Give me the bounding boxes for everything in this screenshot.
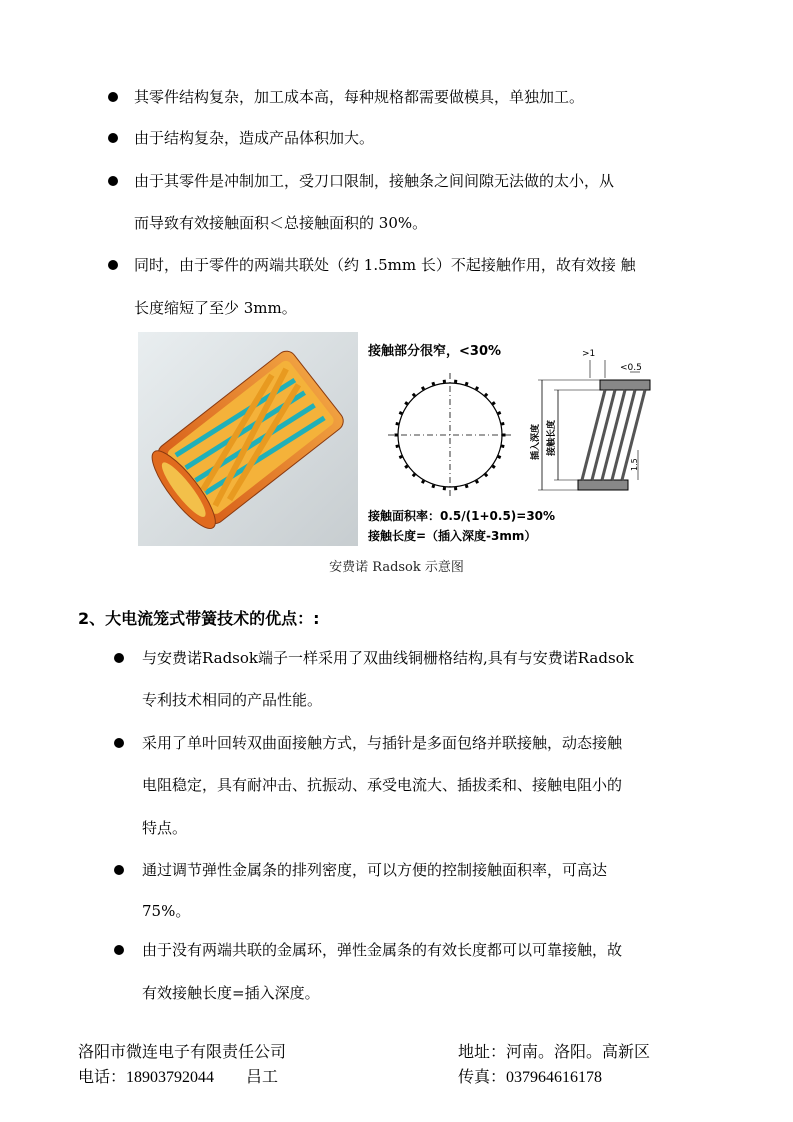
contact-tick-mark [454,380,457,383]
section2-heading: 2、大电流笼式带簧技术的优点：: [78,609,320,628]
contact-tick-mark [503,434,506,437]
bullet-text: 由于其零件是冲制加工，受刀口限制，接触条之间间隙无法做的太小，从 [134,172,615,190]
bullet-text: 由于结构复杂，造成产品体积加大。 [134,129,375,147]
bullet-text-continued: 特点。 [142,819,188,837]
dim-gt1-label: >1 [582,349,596,359]
bullet-text-continued: 电阻稳定，具有耐冲击、抗振动、承受电流大、插拔柔和、接触电阻小的 [142,776,623,794]
bullet-text: 同时，由于零件的两端共联处（约 1.5mm 长）不起接触作用，故有效接 触 [134,256,636,274]
bullet-text-continued: 专利技术相同的产品性能。 [142,691,323,709]
bullet-text: 与安费诺Radsok端子一样采用了双曲线铜栅格结构,具有与安费诺Radsok [142,649,634,667]
dim-lt05-label: <0.5 [620,363,642,373]
figure-circle-title: 接触部分很窄，<30% [368,344,502,359]
contact-tick-mark [395,422,399,426]
figure-length-formula: 接触长度=（插入深度-3mm） [368,529,537,543]
bullet-text-continued: 而导致有效接触面积＜总接触面积的 30%。 [134,214,428,232]
bullet-dot [114,865,124,875]
contact-tick-mark [395,434,398,437]
figure-area-formula: 接触面积率：0.5/(1+0.5)=30% [368,509,556,523]
contact-tick-mark [395,444,399,448]
figure-caption: 安费诺 Radsok 示意图 [329,560,464,575]
bullet-dot [108,260,118,270]
contact-circle-diagram [380,365,520,505]
bullet-dot [114,738,124,748]
contact-tick-mark [501,444,505,448]
contact-tick-mark [443,380,446,383]
dim-15-label: 1.5 [630,458,639,471]
bullet-text-continued: 有效接触长度=插入深度。 [142,984,320,1002]
bullet-dot [108,176,118,186]
bullet-text-continued: 75%。 [142,902,191,920]
contact-tick-mark [501,422,505,426]
contact-length-label: 接触长度 [547,419,557,456]
contact-tick-mark [454,487,457,490]
footer-phone: 电话：18903792044 吕工 [78,1069,279,1086]
bullet-text-continued: 长度缩短了至少 3mm。 [134,299,297,317]
bullet-text: 由于没有两端共联的金属环，弹性金属条的有效长度都可以可靠接触，故 [142,941,623,959]
bullet-dot [108,133,118,143]
bullet-text: 通过调节弹性金属条的排列密度，可以方便的控制接触面积率，可高达 [142,861,608,879]
contact-tick-mark [443,487,446,490]
footer-company: 洛阳市微连电子有限责任公司 [78,1044,287,1061]
footer-fax: 传真：037964616178 [458,1069,603,1086]
bullet-text: 采用了单叶回转双曲面接触方式，与插针是多面包络并联接触，动态接触 [142,734,623,752]
radsok-3d-illustration [138,332,358,546]
insert-depth-label: 插入深度 [531,423,541,460]
footer-address: 地址：河南。洛阳。高新区 [458,1044,651,1061]
contact-length-diagram [520,340,660,500]
bullet-dot [108,92,118,102]
bullet-dot [114,653,124,663]
bullet-dot [114,945,124,955]
bullet-text: 其零件结构复杂，加工成本高，每种规格都需要做模具，单独加工。 [134,88,585,106]
